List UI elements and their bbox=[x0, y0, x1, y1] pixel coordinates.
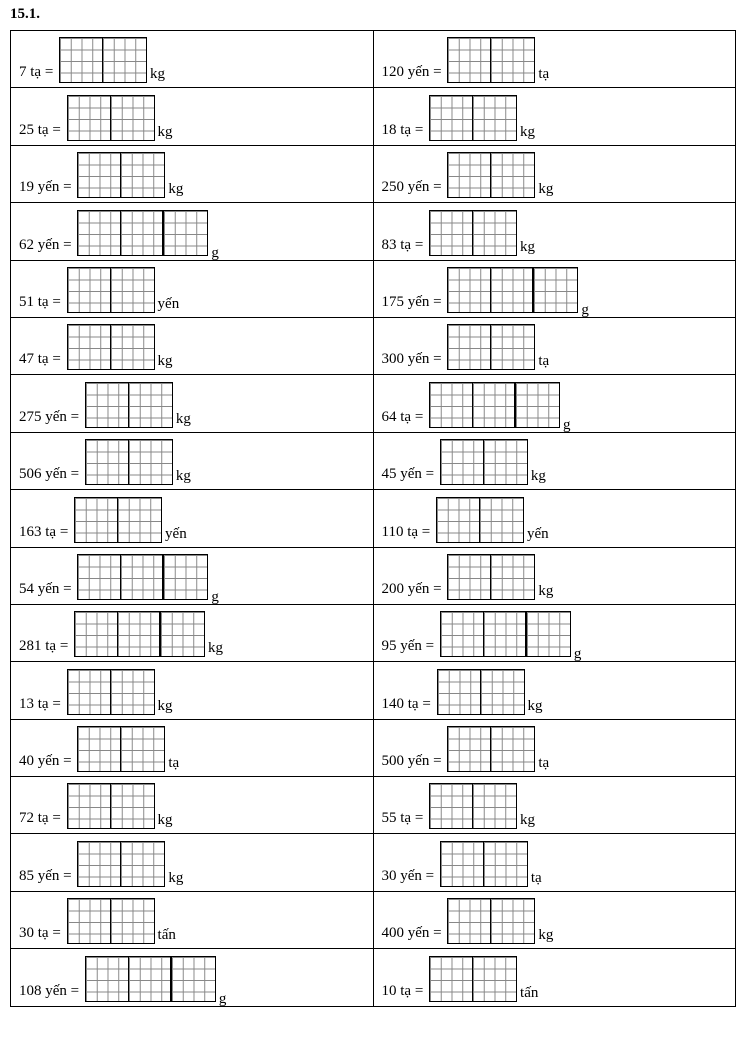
exercise-cell bbox=[373, 260, 736, 317]
exercise-cell bbox=[373, 777, 736, 834]
digit-block[interactable] bbox=[441, 842, 484, 886]
conversion-prompt: 54 yến = bbox=[19, 580, 76, 597]
conversion-prompt: 64 tạ = bbox=[381, 408, 428, 425]
digit-block[interactable] bbox=[78, 727, 121, 771]
digit-block[interactable] bbox=[534, 268, 577, 312]
digit-block[interactable] bbox=[491, 727, 534, 771]
exercise-cell bbox=[11, 834, 374, 891]
digit-block[interactable] bbox=[448, 555, 491, 599]
digit-block[interactable] bbox=[75, 612, 118, 656]
digit-block[interactable] bbox=[129, 957, 172, 1001]
digit-block[interactable] bbox=[473, 96, 516, 140]
conversion-prompt: 200 yến = bbox=[381, 580, 446, 597]
exercise-cell bbox=[373, 375, 736, 432]
digit-block[interactable] bbox=[86, 957, 129, 1001]
answer-grid[interactable] bbox=[85, 956, 216, 1002]
digit-block[interactable] bbox=[438, 670, 481, 714]
digit-block[interactable] bbox=[68, 268, 111, 312]
exercise-cell bbox=[11, 547, 374, 604]
digit-block[interactable] bbox=[111, 784, 154, 828]
answer-grid[interactable] bbox=[440, 439, 528, 485]
digit-block[interactable] bbox=[121, 555, 164, 599]
target-unit: tấn bbox=[520, 984, 539, 1001]
exercise-cell bbox=[373, 834, 736, 891]
digit-block[interactable] bbox=[473, 957, 516, 1001]
digit-block[interactable] bbox=[430, 383, 473, 427]
answer-grid[interactable] bbox=[74, 611, 205, 657]
digit-block[interactable] bbox=[437, 498, 480, 542]
target-unit: g bbox=[581, 301, 589, 318]
digit-block[interactable] bbox=[164, 555, 207, 599]
answer-grid[interactable] bbox=[447, 152, 535, 198]
conversion-prompt: 500 yến = bbox=[381, 753, 446, 770]
exercise-cell bbox=[11, 604, 374, 661]
digit-block[interactable] bbox=[68, 670, 111, 714]
exercise-row bbox=[11, 777, 736, 834]
answer-grid[interactable] bbox=[429, 783, 517, 829]
exercise-cell bbox=[11, 88, 374, 145]
digit-block[interactable] bbox=[516, 383, 559, 427]
target-unit: kg bbox=[208, 640, 224, 657]
exercise-cell bbox=[373, 719, 736, 776]
target-unit: kg bbox=[530, 468, 546, 485]
digit-block[interactable] bbox=[78, 842, 121, 886]
exercise-cell bbox=[11, 777, 374, 834]
conversion-prompt: 7 tạ = bbox=[19, 64, 58, 81]
exercise-cell bbox=[373, 432, 736, 489]
answer-grid[interactable] bbox=[437, 669, 525, 715]
answer-grid[interactable] bbox=[77, 152, 165, 198]
conversion-prompt: 163 tạ = bbox=[19, 523, 73, 540]
target-unit: kg bbox=[168, 869, 184, 886]
answer-grid[interactable] bbox=[429, 382, 560, 428]
target-unit: kg bbox=[538, 927, 554, 944]
conversion-prompt: 400 yến = bbox=[381, 925, 446, 942]
answer-grid[interactable] bbox=[440, 611, 571, 657]
digit-block[interactable] bbox=[430, 957, 473, 1001]
digit-block[interactable] bbox=[111, 268, 154, 312]
digit-block[interactable] bbox=[491, 325, 534, 369]
digit-block[interactable] bbox=[111, 670, 154, 714]
exercise-heading: 15.1. bbox=[10, 6, 40, 22]
digit-block[interactable] bbox=[68, 325, 111, 369]
digit-block[interactable] bbox=[60, 38, 103, 82]
answer-grid[interactable] bbox=[447, 726, 535, 772]
conversion-prompt: 175 yến = bbox=[381, 293, 446, 310]
digit-block[interactable] bbox=[75, 498, 118, 542]
answer-grid[interactable] bbox=[429, 210, 517, 256]
exercise-cell bbox=[11, 145, 374, 202]
conversion-prompt: 281 tạ = bbox=[19, 638, 73, 655]
target-unit: kg bbox=[520, 812, 536, 829]
digit-block[interactable] bbox=[491, 153, 534, 197]
target-unit: tạ bbox=[168, 755, 180, 772]
exercise-cell bbox=[373, 145, 736, 202]
digit-block[interactable] bbox=[473, 784, 516, 828]
answer-grid[interactable] bbox=[447, 898, 535, 944]
exercise-cell bbox=[373, 203, 736, 260]
exercise-cell bbox=[373, 317, 736, 374]
digit-block[interactable] bbox=[111, 325, 154, 369]
answer-grid[interactable] bbox=[429, 95, 517, 141]
exercise-cell bbox=[373, 88, 736, 145]
target-unit: kg bbox=[538, 181, 554, 198]
target-unit: kg bbox=[157, 123, 173, 140]
exercise-cell bbox=[11, 490, 374, 547]
answer-grid[interactable] bbox=[77, 841, 165, 887]
answer-grid[interactable] bbox=[85, 382, 173, 428]
target-unit: kg bbox=[520, 238, 536, 255]
digit-block[interactable] bbox=[68, 899, 111, 943]
exercise-row bbox=[11, 834, 736, 891]
digit-block[interactable] bbox=[448, 899, 491, 943]
answer-grid[interactable] bbox=[440, 841, 528, 887]
digit-block[interactable] bbox=[103, 38, 146, 82]
target-unit: kg bbox=[157, 697, 173, 714]
exercise-cell bbox=[11, 203, 374, 260]
digit-block[interactable] bbox=[448, 268, 491, 312]
digit-block[interactable] bbox=[86, 383, 129, 427]
digit-block[interactable] bbox=[86, 440, 129, 484]
conversion-prompt: 275 yến = bbox=[19, 408, 83, 425]
digit-block[interactable] bbox=[491, 268, 534, 312]
conversion-prompt: 18 tạ = bbox=[381, 121, 428, 138]
exercise-cell bbox=[11, 949, 374, 1006]
conversion-prompt: 250 yến = bbox=[381, 179, 446, 196]
conversion-prompt: 85 yến = bbox=[19, 867, 76, 884]
exercise-row bbox=[11, 604, 736, 661]
exercise-row bbox=[11, 375, 736, 432]
exercise-row bbox=[11, 31, 736, 88]
conversion-prompt: 19 yến = bbox=[19, 179, 76, 196]
conversion-prompt: 506 yến = bbox=[19, 466, 83, 483]
answer-grid[interactable] bbox=[447, 324, 535, 370]
answer-grid[interactable] bbox=[67, 267, 155, 313]
exercise-cell bbox=[373, 604, 736, 661]
answer-grid[interactable] bbox=[67, 898, 155, 944]
digit-block[interactable] bbox=[473, 211, 516, 255]
exercise-cell bbox=[11, 375, 374, 432]
digit-block[interactable] bbox=[129, 383, 172, 427]
conversion-prompt: 30 tạ = bbox=[19, 925, 65, 942]
answer-grid[interactable] bbox=[436, 497, 524, 543]
digit-block[interactable] bbox=[448, 153, 491, 197]
digit-block[interactable] bbox=[118, 612, 161, 656]
conversion-prompt: 51 tạ = bbox=[19, 293, 65, 310]
digit-block[interactable] bbox=[78, 153, 121, 197]
target-unit: tạ bbox=[538, 353, 550, 370]
exercise-row bbox=[11, 949, 736, 1006]
conversion-prompt: 95 yến = bbox=[381, 638, 438, 655]
exercise-cell bbox=[373, 949, 736, 1006]
target-unit: g bbox=[211, 244, 219, 261]
target-unit: kg bbox=[168, 181, 184, 198]
digit-block[interactable] bbox=[448, 38, 491, 82]
digit-block[interactable] bbox=[441, 440, 484, 484]
exercise-cell bbox=[11, 719, 374, 776]
exercise-cell bbox=[11, 891, 374, 948]
digit-block[interactable] bbox=[473, 383, 516, 427]
target-unit: g bbox=[218, 990, 227, 1007]
target-unit: kg bbox=[538, 582, 554, 599]
exercise-cell bbox=[11, 31, 374, 88]
digit-block[interactable] bbox=[430, 96, 473, 140]
digit-block[interactable] bbox=[484, 612, 527, 656]
exercise-row bbox=[11, 260, 736, 317]
digit-block[interactable] bbox=[527, 612, 570, 656]
answer-grid[interactable] bbox=[77, 210, 208, 256]
conversion-prompt: 10 tạ = bbox=[381, 982, 428, 999]
exercise-row bbox=[11, 317, 736, 374]
conversion-prompt: 300 yến = bbox=[381, 351, 446, 368]
exercise-row bbox=[11, 145, 736, 202]
conversion-prompt: 83 tạ = bbox=[381, 236, 428, 253]
digit-block[interactable] bbox=[164, 211, 207, 255]
digit-block[interactable] bbox=[484, 842, 527, 886]
conversion-prompt: 40 yến = bbox=[19, 753, 76, 770]
answer-grid[interactable] bbox=[77, 726, 165, 772]
digit-block[interactable] bbox=[129, 440, 172, 484]
digit-block[interactable] bbox=[491, 899, 534, 943]
digit-block[interactable] bbox=[430, 211, 473, 255]
conversion-prompt: 55 tạ = bbox=[381, 810, 428, 827]
exercise-row bbox=[11, 547, 736, 604]
digit-block[interactable] bbox=[491, 555, 534, 599]
digit-block[interactable] bbox=[111, 96, 154, 140]
exercise-row bbox=[11, 88, 736, 145]
digit-block[interactable] bbox=[480, 498, 523, 542]
target-unit: kg bbox=[527, 697, 543, 714]
exercise-cell bbox=[373, 31, 736, 88]
conversion-prompt: 47 tạ = bbox=[19, 351, 65, 368]
target-unit: tạ bbox=[530, 869, 542, 886]
exercise-row bbox=[11, 891, 736, 948]
digit-block[interactable] bbox=[118, 498, 161, 542]
digit-block[interactable] bbox=[78, 555, 121, 599]
exercise-cell bbox=[373, 891, 736, 948]
exercise-cell bbox=[373, 547, 736, 604]
conversion-prompt: 62 yến = bbox=[19, 236, 76, 253]
exercise-cell bbox=[11, 432, 374, 489]
conversion-prompt: 108 yến = bbox=[19, 982, 83, 999]
digit-block[interactable] bbox=[448, 325, 491, 369]
digit-block[interactable] bbox=[448, 727, 491, 771]
answer-grid[interactable] bbox=[67, 783, 155, 829]
target-unit: kg bbox=[175, 410, 191, 427]
digit-block[interactable] bbox=[484, 440, 527, 484]
digit-block[interactable] bbox=[441, 612, 484, 656]
target-unit: g bbox=[563, 416, 571, 433]
conversion-prompt: 13 tạ = bbox=[19, 695, 65, 712]
target-unit: kg bbox=[150, 66, 166, 83]
digit-block[interactable] bbox=[121, 842, 164, 886]
conversion-prompt: 110 tạ = bbox=[381, 523, 434, 540]
digit-block[interactable] bbox=[121, 727, 164, 771]
digit-block[interactable] bbox=[111, 899, 154, 943]
exercise-cell bbox=[11, 260, 374, 317]
digit-block[interactable] bbox=[121, 153, 164, 197]
target-unit: kg bbox=[520, 123, 536, 140]
target-unit: g bbox=[573, 646, 582, 663]
exercise-cell bbox=[373, 490, 736, 547]
target-unit: yến bbox=[157, 295, 180, 312]
digit-block[interactable] bbox=[78, 211, 121, 255]
target-unit: yến bbox=[526, 525, 549, 542]
digit-block[interactable] bbox=[430, 784, 473, 828]
digit-block[interactable] bbox=[172, 957, 215, 1001]
answer-grid[interactable] bbox=[67, 324, 155, 370]
digit-block[interactable] bbox=[481, 670, 524, 714]
target-unit: yến bbox=[165, 525, 187, 542]
exercise-cell bbox=[11, 662, 374, 719]
target-unit: g bbox=[211, 588, 219, 605]
digit-block[interactable] bbox=[68, 96, 111, 140]
target-unit: kg bbox=[175, 468, 191, 485]
conversion-prompt: 120 yến = bbox=[381, 64, 446, 81]
target-unit: tấn bbox=[157, 927, 176, 944]
answer-grid[interactable] bbox=[447, 267, 578, 313]
answer-grid[interactable] bbox=[77, 554, 208, 600]
target-unit: tạ bbox=[538, 66, 550, 83]
digit-block[interactable] bbox=[491, 38, 534, 82]
exercise-row bbox=[11, 432, 736, 489]
conversion-prompt: 30 yến = bbox=[381, 867, 438, 884]
exercise-cell bbox=[11, 317, 374, 374]
answer-grid[interactable] bbox=[67, 669, 155, 715]
digit-block[interactable] bbox=[121, 211, 164, 255]
target-unit: kg bbox=[157, 353, 173, 370]
exercise-row bbox=[11, 719, 736, 776]
exercise-row bbox=[11, 662, 736, 719]
digit-block[interactable] bbox=[161, 612, 204, 656]
answer-grid[interactable] bbox=[85, 439, 173, 485]
exercise-row bbox=[11, 490, 736, 547]
answer-grid[interactable] bbox=[74, 497, 162, 543]
answer-grid[interactable] bbox=[447, 37, 535, 83]
answer-grid[interactable] bbox=[429, 956, 517, 1002]
exercise-row bbox=[11, 203, 736, 260]
conversion-prompt: 45 yến = bbox=[381, 466, 438, 483]
conversion-prompt: 72 tạ = bbox=[19, 810, 65, 827]
exercise-cell bbox=[373, 662, 736, 719]
digit-block[interactable] bbox=[68, 784, 111, 828]
target-unit: tạ bbox=[538, 755, 550, 772]
conversion-prompt: 25 tạ = bbox=[19, 121, 65, 138]
answer-grid[interactable] bbox=[59, 37, 147, 83]
exercise-table bbox=[10, 30, 736, 1007]
answer-grid[interactable] bbox=[447, 554, 535, 600]
target-unit: kg bbox=[157, 812, 173, 829]
answer-grid[interactable] bbox=[67, 95, 155, 141]
conversion-prompt: 140 tạ = bbox=[381, 695, 435, 712]
